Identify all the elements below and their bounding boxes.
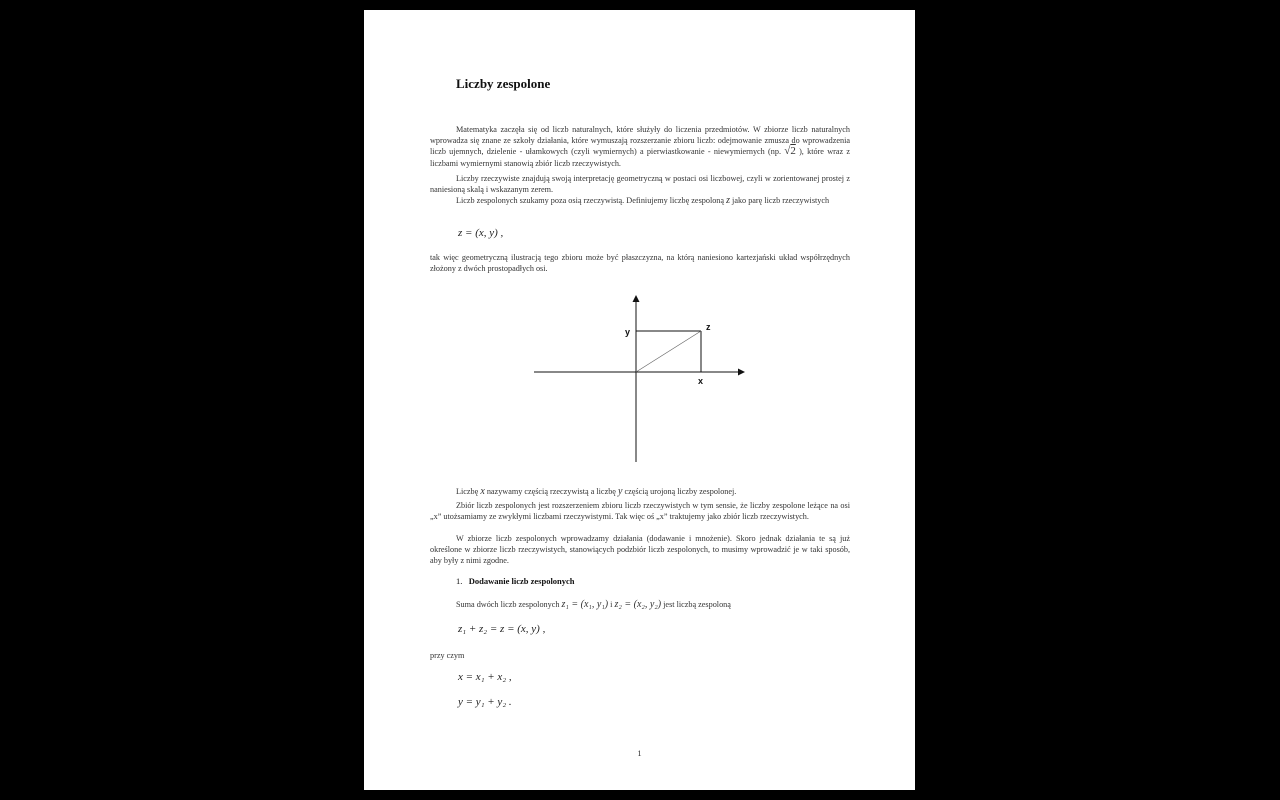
equation-y: y = y₁ + y₂ . [458, 696, 512, 708]
section-number: 1. [456, 576, 463, 586]
equation-x: x = x₁ + x₂ , [458, 671, 512, 683]
z1-definition: z₁ = (x₁, y₁) [561, 599, 609, 610]
after-equation-paragraph: tak więc geometryczną ilustracją tego zbioru może być płaszczyzna, na którą naniesiono kartezjański układ współrzędnych złożony z dwóch prostopadłych osi. [430, 253, 850, 274]
parts-text-b: nazywamy częścią rzeczywistą a liczbę [486, 487, 616, 496]
intro-paragraph-1 [430, 124, 850, 169]
sum-text-a: Suma dwóch liczb zespolonych [456, 600, 560, 609]
parts-text-a: Liczbę [456, 487, 479, 496]
equation-pair: z = (x, y) , [458, 227, 504, 239]
variable-x: x [480, 486, 485, 497]
z2-definition: z₂ = (x₂, y₂) [614, 599, 662, 610]
section-title: Dodawanie liczb zespolonych [468, 576, 575, 586]
sqrt-radicand: 2 [790, 145, 796, 158]
label-z: z [706, 322, 711, 332]
intro-p3-text-b: jako parę liczb rzeczywistych [732, 196, 830, 205]
intro-paragraph-3 [430, 195, 850, 206]
intro-text-a: Matematyka zaczęła się od liczb naturalnych, które służyły do liczenia przedmiotów. W zbiorze liczb naturalnych wprowadza się znane ze szkoły działania, które wymuszają rozszerzanie zbioru liczb: odejmowanie zmusza do wprowadzenia liczb ujemnych, dzielenie - ułamkowych (czyli wymiernych) a pierwiastkowanie - niewymiernych (np. [430, 125, 850, 157]
sum-paragraph [456, 599, 856, 610]
where-text: przy czym [430, 651, 465, 660]
operations-paragraph: W zbiorze liczb zespolonych wprowadzamy działania (dodawanie i mnożenie). Skoro jednak działania te są już określone w zbiorze liczb rzeczywistych, stanowiących podzbiór liczb zespolonych, to musimy wprowadzić je w taki sposób, aby były z nimi zgodne. [430, 534, 850, 566]
sum-text-b: jest liczbą zespoloną [663, 600, 731, 609]
extension-paragraph: Zbiór liczb zespolonych jest rozszerzeniem zbioru liczb rzeczywistych w tym sensie, że liczby zespolone leżące na osi „x” utożsamiamy ze zwykłymi liczbami rzeczywistymi. Tak więc oś „x” traktujemy jako zbiór liczb rzeczywistych. [430, 501, 850, 522]
vector-line [636, 331, 701, 372]
sum-and: i [610, 600, 613, 609]
equation-sum: z₁ + z₂ = z = (x, y) , [458, 623, 546, 635]
variable-y: y [617, 486, 623, 497]
document-page [364, 10, 915, 790]
variable-z: z [726, 195, 730, 206]
complex-plane-figure [532, 292, 752, 467]
page-title: Liczby zespolone [456, 76, 551, 91]
intro-p3-text-a: Liczb zespolonych szukamy poza osią rzeczywistą. Definiujemy liczbę zespoloną [456, 196, 725, 205]
section-heading [456, 576, 575, 586]
intro-paragraph-2: Liczby rzeczywiste znajdują swoją interpretację geometryczną w postaci osi liczbowej, czyli w zorientowanej prostej z naniesioną skalą i wskazanym zerem. [430, 174, 850, 195]
parts-paragraph [430, 486, 850, 497]
page-number: 1 [637, 748, 642, 758]
parts-text-c: częścią urojoną liczby zespolonej. [624, 487, 737, 496]
label-y: y [625, 327, 631, 337]
intro-text-b: ), które wraz z liczbami wymiernymi stanowią zbiór liczb rzeczywistych. [430, 147, 851, 168]
sqrt-symbol: √2 [784, 145, 796, 158]
label-x: x [698, 376, 704, 386]
